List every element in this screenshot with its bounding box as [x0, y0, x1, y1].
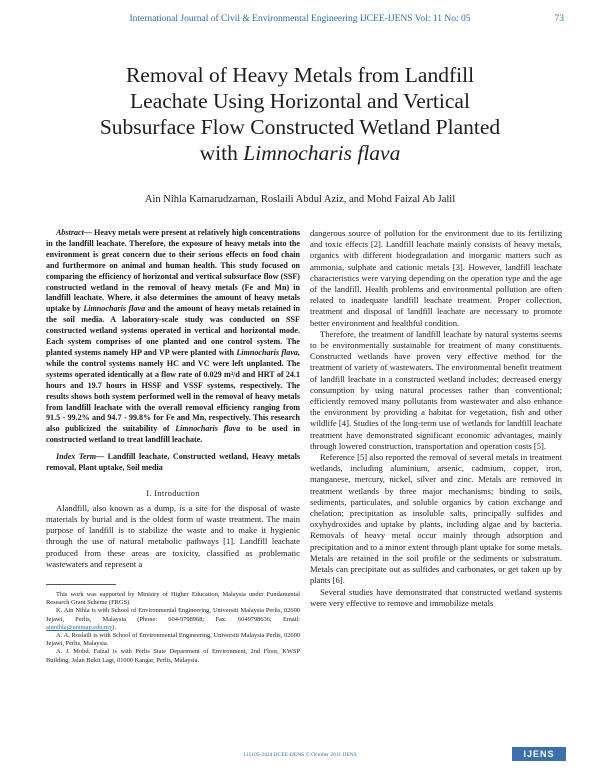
paper-title [40, 62, 560, 166]
body-paragraph-2: Therefore, the treatment of landfill leachate by natural systems seems to be environmentally sustainable for treatment of many constituents. Constructed wetlands have proven very effective method for the treatment of variety of wastewaters. The environmental benefit treatment of landfill leachate in a constructed wetland includes; decreased energy consumption by using natural processes rather than conventional; efficiently removed many pollutants from wastewater and also enhance the environment by providing a habitat for vegetation, fish and other wildlife [4]. Studies of the long-term use of wetlands for landfill leachate treatment have demonstrated significant economic advantages, mainly through lowered construction, transportation and operation costs [5]. [310, 328, 562, 451]
page-footer: 115105-2424 IJCEE-IJENS © October 2011 IJENS [243, 752, 357, 758]
page-number: 73 [554, 14, 564, 24]
ijens-logo: IJENS [512, 747, 566, 761]
section-heading-introduction: I. Introduction [146, 487, 200, 498]
body-paragraph-4: Several studies have demonstrated that constructed wetland systems were very effective to remove and immobilize metals [310, 586, 562, 608]
title-line-4-prefix: with [199, 141, 244, 165]
body-paragraph-1: dangerous source of pollution for the environment due to its fertilizing and toxic effects [2]. Landfill leachate mainly consists of heavy metals, organics with different biodegradation and inorganic matters such as ammonia, sulphate and cationic metals [3]. However, landfill leachate characteristics were varying depending on the operation type and the age of the landfill. Health problems and environmental pollution are often related to inadequate landfill leachate treatment. Proper collection, treatment and disposal of landfill leachate are necessary to promote better environment and healthful condition. [310, 228, 562, 328]
footnote-author-1-end: ). [112, 623, 116, 631]
author-list: Ain Nihla Kamarudzaman, Roslaili Abdul Aziz, and Mohd Faizal Ab Jalil [144, 194, 456, 205]
title-line-1: Removal of Heavy Metals from Landfill [125, 63, 475, 87]
intro-paragraph: Alandfill, also known as a dump, is a site for the disposal of waste materials by burial and is the oldest form of waste treatment. The main purpose of landfill is to stabilize the waste and to make it hygienic through the use of natural metabolic pathways [1]. Landfill leachate produced from these areas are toxicity, classified as problematic wastewaters and represent a [46, 502, 300, 569]
running-header [0, 14, 600, 30]
abstract-text-4: to be used in constructed wetland to treat landfill leachate. [46, 424, 300, 445]
title-line-4 [40, 140, 560, 166]
abstract-label: Abstract— [56, 228, 92, 237]
abstract [46, 228, 300, 446]
right-column [310, 228, 562, 609]
email-link[interactable]: ainnihla@unimap.edu.my [46, 623, 113, 631]
footnote-funding: This work was supported by Ministry of Higher Education, Malaysia under Fundamental Research Grant Scheme (FRGS). [46, 591, 300, 607]
index-terms-label: Index Term— [56, 452, 105, 462]
abstract-species-2: Limnocharis flava, [236, 347, 300, 357]
left-column [46, 228, 300, 665]
index-terms [46, 452, 300, 474]
title-species: Limnocharis flava [243, 141, 401, 165]
title-line-3: Subsurface Flow Constructed Wetland Planted [99, 115, 501, 139]
footnote-author-3: A. J. Mohd. Faizal is with Perlis State Department of Environment, 2nd Floor, KWSP Building, Jalan Bukit Lagi, 01000 Kangar, Perlis, Malaysia. [46, 648, 300, 664]
index-terms-text: Landfill leachate, Constructed wetland, Heavy metals removal, Plant uptake, Soil media [46, 452, 300, 473]
title-line-2: Leachate Using Horizontal and Vertical [130, 89, 470, 113]
journal-header: International Journal of Civil & Environmental Engineering IJCEE-IJENS Vol: 11 No: 05 [129, 14, 471, 24]
abstract-text-3: while the control systems namely HC and VC were left unplanted. The systems operated identically at a flow rate of 0.029 m³/d and HRT of 24.1 hours and 19.7 hours in HSSF and VSSF systems, respectively. The results shows both system performed well in the removal of heavy metals from landfill leachate with the overall removal efficiency ranging from 91.5 - 99.2% and 94.7 - 99.8% for Fe and Mn, respectively. This research also publicized the suitability of [46, 358, 300, 434]
footnote-divider [46, 584, 116, 585]
abstract-text-1: Heavy metals were present at relatively high concentrations in the landfill leachate. Therefore, the exposure of heavy metals into the environment is great concern due to their serious effects on food chain and furthermore on animal and human health. This study focused on comparing the efficiency of horizontal and vertical subsurface flow (SSF) constructed wetland in the removal of heavy metals (Fe and Mn) in landfill leachate. Where, it also determines the amount of heavy metals uptake by [46, 228, 300, 314]
footnote-author-1-text: K. Ain Nihla is with School of Environmental Engineering, Universiti Malaysia Perlis, 02600 Jejawi, Perlis, Malaysia (Phone: 604-9798968; Fax: 6049798636; Email: [46, 607, 300, 623]
footnote-author-1 [46, 607, 300, 632]
abstract-species-1: Limnocharis flava [83, 304, 146, 314]
footnote-author-2: A. A. Roslaili is with School of Environmental Engineering, Universiti Malaysia Perlis, 02600 Jejawi, Perlis, Malaysia. [46, 632, 300, 648]
body-paragraph-3: Reference [5] also reported the removal of several metals in treatment wetlands, including aluminium, arsenic, cadmium, copper, iron, manganese, mercury, nickel, silver and zinc. Metals are removed in treatment wetlands by three major mechanisms; binding to soils, sediments, particulates, and soluble organics by cation exchange and chelation; precipitation as insoluble salts, principally sulfides and oxyhydroxides and uptake by plants, including algae and by bacteria. Removals of heavy metal occur mainly through adsorption and precipitation and to a minor extent through plant uptake for some metals. Metals are retained in the soil profile or the sediments or substratum. Metals can precipitate out as sulfides and carbonates, or get taken up by plants [6]. [310, 452, 562, 586]
abstract-text-2: and the amount of heavy metals retained in the soil media. A laboratory-scale study was conducted on SSF constructed wetland systems operated in vertical and horizontal mode. Each system comprises of one planted and one control system. The planted systems namely HP and VP were planted with [46, 304, 301, 357]
abstract-species-3: Limnocharis flava [175, 424, 241, 434]
